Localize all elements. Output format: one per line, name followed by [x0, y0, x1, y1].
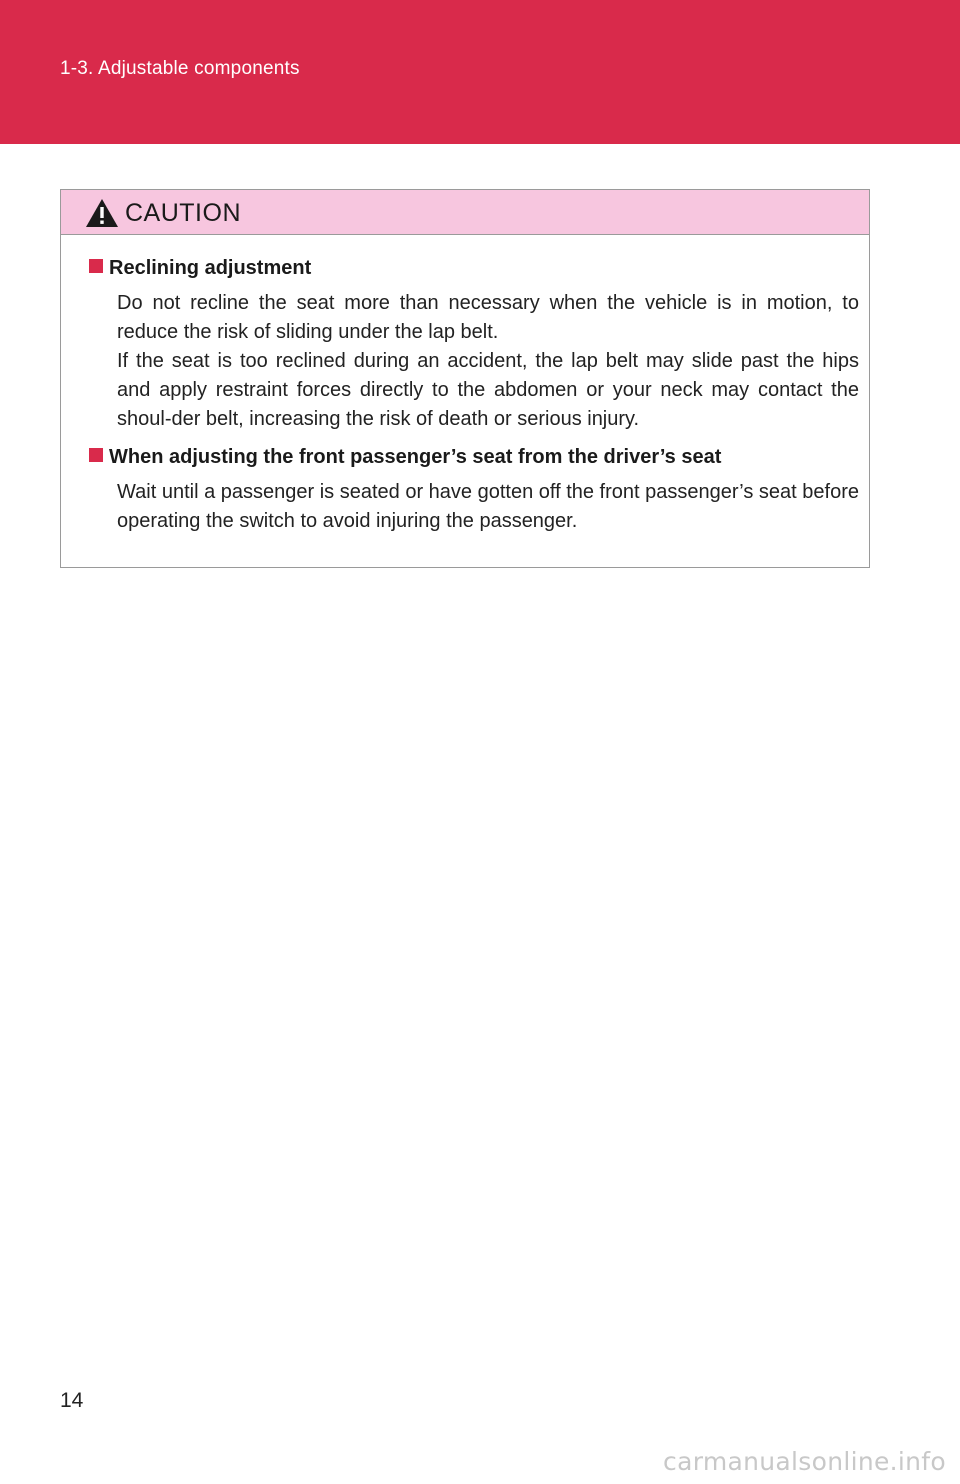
watermark: carmanualsonline.info: [663, 1447, 946, 1476]
caution-title: CAUTION: [125, 199, 241, 227]
item-heading-text: When adjusting the front passenger’s seat from the driver’s seat: [109, 446, 722, 468]
square-bullet-icon: [89, 448, 103, 462]
caution-header: [61, 190, 869, 235]
caution-box: [60, 189, 870, 568]
item-heading: [89, 255, 859, 281]
paragraph: Wait until a passenger is seated or have gotten off the front passenger’s seat before operating the switch to avoid injuring the passenger.: [117, 481, 859, 532]
paragraph: If the seat is too reclined during an accident, the lap belt may slide past the hips and apply restraint forces directly to the abdomen or your neck may contact the shoul-der belt, increasing the risk of death or serious injury.: [117, 350, 859, 430]
warning-triangle-icon: [85, 198, 119, 228]
square-bullet-icon: [89, 259, 103, 273]
section-title: 1-3. Adjustable components: [60, 58, 300, 79]
header-band: [0, 0, 960, 144]
caution-item-passenger-seat: [89, 444, 859, 536]
caution-body: [61, 235, 869, 536]
item-heading-text: Reclining adjustment: [109, 257, 312, 279]
caution-item-reclining: [89, 255, 859, 434]
item-heading: [89, 444, 859, 470]
paragraph: Do not recline the seat more than necessary when the vehicle is in motion, to reduce the risk of sliding under the lap belt.: [117, 292, 859, 343]
page-number: 14: [60, 1389, 84, 1412]
